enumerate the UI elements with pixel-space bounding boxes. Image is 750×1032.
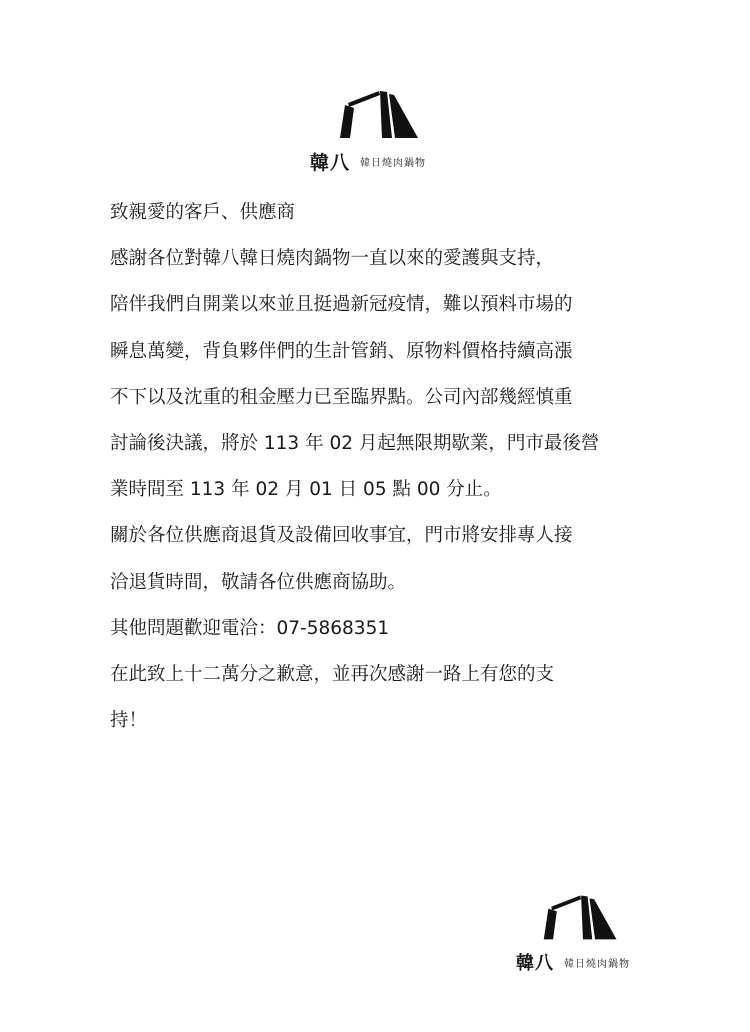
letter-line: 洽退貨時間，敬請各位供應商協助。 [110, 571, 407, 593]
letter-line: 瞬息萬變，背負夥伴們的生計管銷、原物料價格持續高漲 [110, 340, 573, 362]
header-brand-mark: 韓八 [310, 152, 351, 174]
letter-salutation: 致親愛的客戶、供應商 [110, 202, 296, 223]
letter-body [110, 203, 670, 757]
footer-logo [540, 892, 624, 942]
letter-contact-line: 其他問題歡迎電洽：07-5868351 [110, 617, 390, 639]
header-logo-text [310, 148, 426, 175]
footer-brand-mark: 韓八 [516, 953, 554, 974]
letter-line: 關於各位供應商退貨及設備回收事宜，門市將安排專人接 [110, 525, 573, 547]
letter-line: 在此致上十二萬分之歉意，並再次感謝一路上有您的支 [110, 663, 555, 685]
letter-line: 感謝各位對韓八韓日燒肉鍋物一直以來的愛護與支持， [110, 248, 555, 270]
letter-line: 討論後決議，將於 113 年 02 月起無限期歇業，門市最後營 [110, 432, 600, 454]
letter-line: 業時間至 113 年 02 月 01 日 05 點 00 分止。 [110, 479, 502, 501]
letter-line: 不下以及沈重的租金壓力已至臨界點。公司內部幾經慎重 [110, 386, 573, 408]
header-brand-subtitle: 韓日燒肉鍋物 [360, 158, 427, 169]
logo-building-icon [336, 88, 426, 140]
letter-line: 陪伴我們自開業以來並且挺過新冠疫情，難以預料市場的 [110, 294, 573, 316]
footer-logo-text [516, 949, 630, 975]
letter-line: 持！ [110, 710, 148, 732]
logo-building-icon [540, 892, 624, 942]
footer-brand-subtitle: 韓日燒肉鍋物 [564, 958, 630, 970]
header-logo [336, 88, 426, 140]
